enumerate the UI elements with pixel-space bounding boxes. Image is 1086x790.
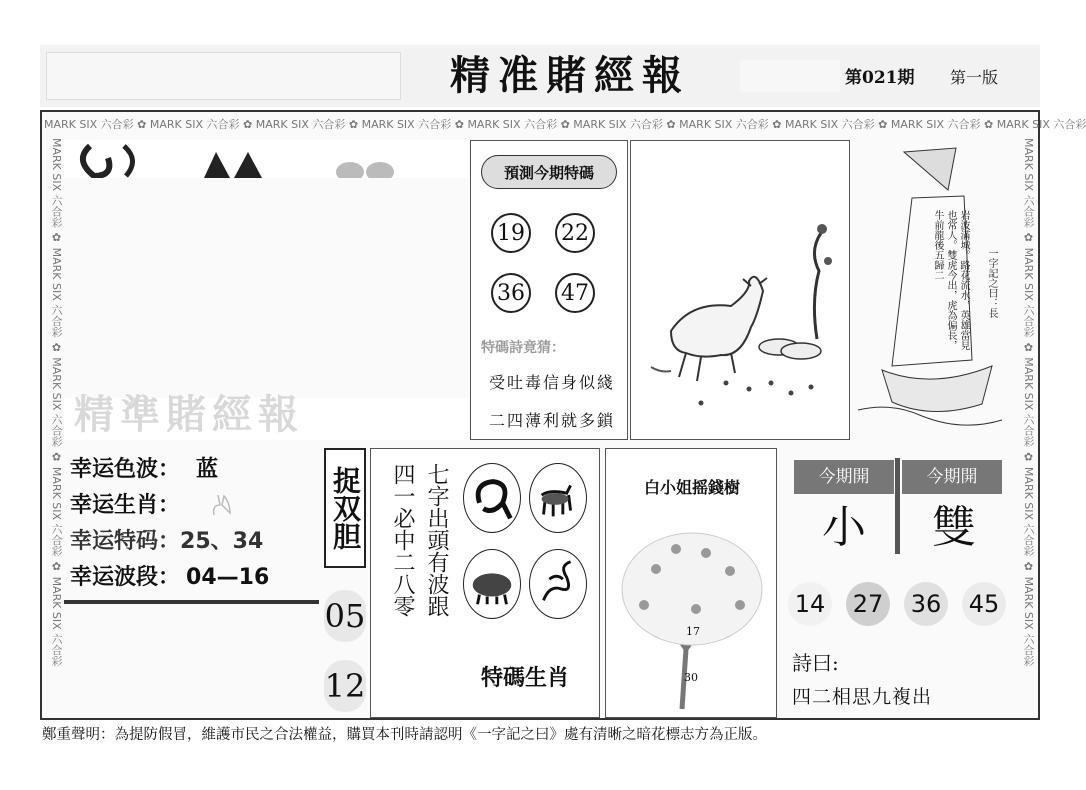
- sail-poem: 岩波滿城。路花流水，英雄當見也常人。雙虎今出，虎為偏長，牛前龍後五歸二: [932, 210, 969, 350]
- tree-number: 17: [686, 625, 700, 638]
- parity-value: 雙: [932, 502, 976, 553]
- luck-band-row: [70, 561, 320, 595]
- double-number: 05: [324, 590, 366, 642]
- goat-icon: [529, 463, 587, 533]
- snake-icon: [463, 463, 521, 533]
- header-left-blank: [46, 52, 401, 100]
- seven-char-panel: [370, 448, 600, 718]
- zodiac-label: 特碼生肖: [480, 666, 569, 691]
- prediction-poem-line: 受吐毒信身似綫: [488, 373, 615, 392]
- decorative-band-top: MARK SIX 六合彩 ✿ MARK SIX 六合彩 ✿ MARK SIX 六合彩 ✿ MARK SIX 六合彩 ✿ MARK SIX 六合彩 ✿ MARK SIX 六合彩 ✿ MARK SIX 六合彩 ✿ MARK SIX 六合彩 ✿ MARK SIX 六合彩 ✿ MARK SIX 六合彩: [44, 118, 1086, 131]
- prediction-number: 19: [491, 213, 531, 253]
- luck-color-value: 蓝: [196, 457, 219, 482]
- number-ball: 36: [904, 582, 948, 626]
- prediction-panel: [470, 140, 628, 440]
- seven-poem-col2: 四一必中二八零: [390, 463, 415, 617]
- double-title: 捉双胆: [324, 448, 366, 568]
- decorative-band-right: MARK SIX 六合彩 ✿ MARK SIX 六合彩 ✿ MARK SIX 六合彩 ✿ MARK SIX 六合彩 ✿ MARK SIX 六合彩: [1022, 138, 1035, 667]
- prediction-number: 36: [491, 273, 531, 313]
- rabbit-icon: [208, 493, 234, 519]
- luck-divider: [64, 600, 319, 604]
- footer-disclaimer: 鄭重聲明：為提防假冒，維護市民之合法權益，購買本刊時請認明《一字記之曰》處有清晰之暗花標志方為正版。: [42, 722, 1038, 748]
- money-tree-title: 白小姐摇錢樹: [643, 478, 740, 497]
- sail-note: 一字記之曰：長: [986, 248, 997, 318]
- newspaper-title: 精准賭經報: [450, 52, 690, 99]
- luck-color-label: 幸运色波：: [70, 457, 181, 482]
- edition-label: 第一版: [950, 68, 999, 87]
- luck-special-label: 幸运特码：: [70, 529, 181, 554]
- logo-top-art: [64, 140, 469, 180]
- sailboat-illustration: [852, 140, 1012, 440]
- prediction-number: 22: [555, 213, 595, 253]
- ox-illustration-panel: [630, 140, 850, 440]
- header-mid-blank: [740, 60, 840, 92]
- open-tab-right: 今期開: [902, 460, 1002, 494]
- prediction-number: 47: [555, 273, 595, 313]
- tree-number: 30: [684, 671, 698, 684]
- poem-label: 詩曰:: [792, 651, 839, 675]
- luck-special-row: [70, 525, 320, 559]
- seven-poem-col1: 七字出頭有波跟: [424, 463, 449, 617]
- money-tree-panel: [605, 448, 777, 718]
- decorative-band-left: MARK SIX 六合彩 ✿ MARK SIX 六合彩 ✿ MARK SIX 六合彩 ✿ MARK SIX 六合彩 ✿ MARK SIX 六合彩: [50, 138, 63, 667]
- logo-blank-area: [64, 178, 469, 398]
- open-tab-left: 今期開: [794, 460, 894, 494]
- luck-band-value: 04—16: [186, 565, 270, 590]
- result-size-panel: [782, 448, 1012, 566]
- prediction-poem-line: 二四薄利就多鎖: [488, 411, 615, 430]
- luck-special-value: 25、34: [180, 529, 264, 554]
- number-ball: 27: [846, 582, 890, 626]
- issue-number: 第021期: [845, 68, 915, 88]
- tab-divider: [895, 458, 900, 554]
- prediction-poem-label: 特碼詩竟猜：: [481, 340, 565, 356]
- size-value: 小: [822, 502, 866, 553]
- pig-icon: [463, 549, 521, 619]
- luck-zodiac-label: 幸运生肖：: [70, 493, 181, 518]
- ball-panel: [782, 568, 1012, 718]
- dragon-icon: [529, 549, 587, 619]
- poem-text: 四二相思九複出: [792, 686, 933, 708]
- logo-text: 精準賭經報: [74, 392, 304, 438]
- ox-illustration: [631, 141, 849, 439]
- number-ball: 45: [962, 582, 1006, 626]
- prediction-heading: 預測今期特碼: [481, 155, 617, 189]
- luck-color-row: [70, 453, 320, 487]
- number-ball: 14: [788, 582, 832, 626]
- luck-zodiac-row: [70, 489, 320, 523]
- double-number: 12: [324, 660, 366, 712]
- luck-band-label: 幸运波段：: [70, 565, 181, 590]
- logo-panel: [64, 140, 469, 440]
- luck-panel: [64, 445, 319, 720]
